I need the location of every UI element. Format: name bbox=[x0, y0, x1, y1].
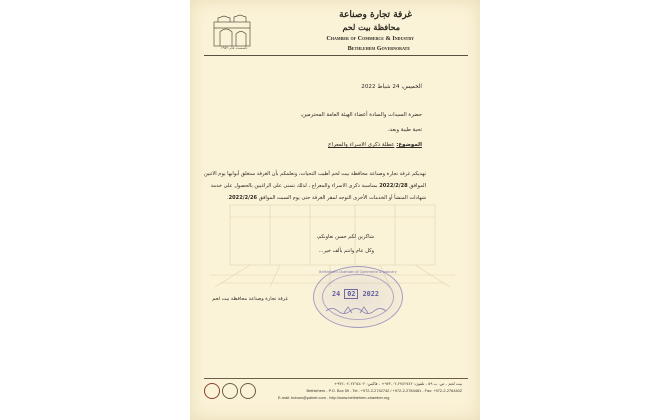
iso-badge-icon bbox=[240, 383, 256, 399]
body-line-2 bbox=[211, 183, 426, 189]
letter-thanks: شاكرين لكم حسن تعاونكم، bbox=[316, 234, 374, 240]
stamp-date bbox=[332, 289, 379, 299]
letterhead-arabic-title: غرفة تجارة وصناعة bbox=[339, 10, 412, 20]
footer-web-contacts: E-mail: bcham@palnet.com - http://www.bethlehem-chamber.org bbox=[278, 395, 390, 400]
footer-divider bbox=[204, 378, 468, 379]
body-line-2-prefix: الموافق bbox=[409, 183, 426, 189]
letter-subject bbox=[328, 142, 422, 148]
official-stamp bbox=[313, 266, 403, 328]
body-line-3-prefix: شهادات المنشأ أو الخدمات الأخرى التوجه لمقر الغرفة حتى يوم السبت الموافق bbox=[258, 195, 426, 201]
stamp-ring-text: Bethlehem Chamber of Commerce & Industry bbox=[319, 270, 397, 274]
subject-label: الموضوع: bbox=[396, 142, 422, 148]
letter-signature: غرفة تجارة وصناعة محافظة بيت لحم bbox=[212, 296, 288, 302]
stamp-month: 02 bbox=[344, 289, 358, 299]
letter-wishes: وكل عام وانتم بألف خير... bbox=[318, 248, 374, 254]
body-line-1: تهديكم غرفة تجارة وصناعة محافظة بيت لحم أطيب التحيات، وتعلمكم بأن الغرفة ستغلق أبوابها يوم الاثنين bbox=[203, 171, 426, 177]
body-line-2-suffix: بمناسبة ذكرى الاسراء والمعراج ، لذلك نتمنى على الراغبين بالحصول على خدمة bbox=[210, 183, 378, 189]
body-line-3: شهادات المنشأ أو الخدمات الأخرى التوجه لمقر الغرفة حتى يوم السبت الموافق 2022/2/26. bbox=[226, 195, 426, 201]
letter-salutation: حضرة السيدات والسادة أعضاء الهيئة العامة المحترمين، bbox=[300, 112, 422, 118]
footer-badges bbox=[204, 382, 264, 398]
accreditation-badge-icon bbox=[222, 383, 238, 399]
chamber-logo bbox=[208, 14, 256, 50]
letter-date: الخميس، 24 شباط 2022 bbox=[361, 84, 422, 90]
footer-english-contacts: Bethlehem - P.O. Box 59 - Tel.: +972-2-2742742 / +972-2-2784481 - Fax: +972-2-2764402 bbox=[306, 388, 462, 393]
letter-page bbox=[190, 0, 480, 420]
letterhead-english-title: Chamber of Commerce & Industry bbox=[326, 35, 414, 42]
subject-text: عطلة ذكرى الاسراء والمعراج bbox=[327, 142, 395, 148]
logo-caption: تأسست عام ١٩٥٢ bbox=[220, 46, 248, 50]
body-line-3-date: 2022/2/26 bbox=[228, 195, 258, 201]
certification-badge-icon bbox=[204, 383, 220, 399]
header-divider bbox=[204, 55, 468, 56]
letter-greeting: تحية طيبة وبعد، bbox=[387, 127, 422, 133]
stamp-day: 24 bbox=[332, 290, 341, 298]
stamp-emblem bbox=[324, 305, 392, 314]
letterhead-arabic-subtitle: محافظة بيت لحم bbox=[342, 22, 400, 32]
footer-arabic-contacts: بيت لحم - ص. ب ٥٩ - تلفون: ٢٧٤٢٧٤٢-٠٢-٩٧٢+ - فاكس: ٢٧٦٤٤٠٢-٠٢-٩٧٢+ bbox=[333, 381, 462, 386]
body-line-2-date: 2022/2/28 bbox=[379, 183, 408, 189]
letterhead-english-subtitle: Bethlehem Governorate bbox=[347, 45, 410, 52]
stamp-year: 2022 bbox=[362, 290, 379, 298]
